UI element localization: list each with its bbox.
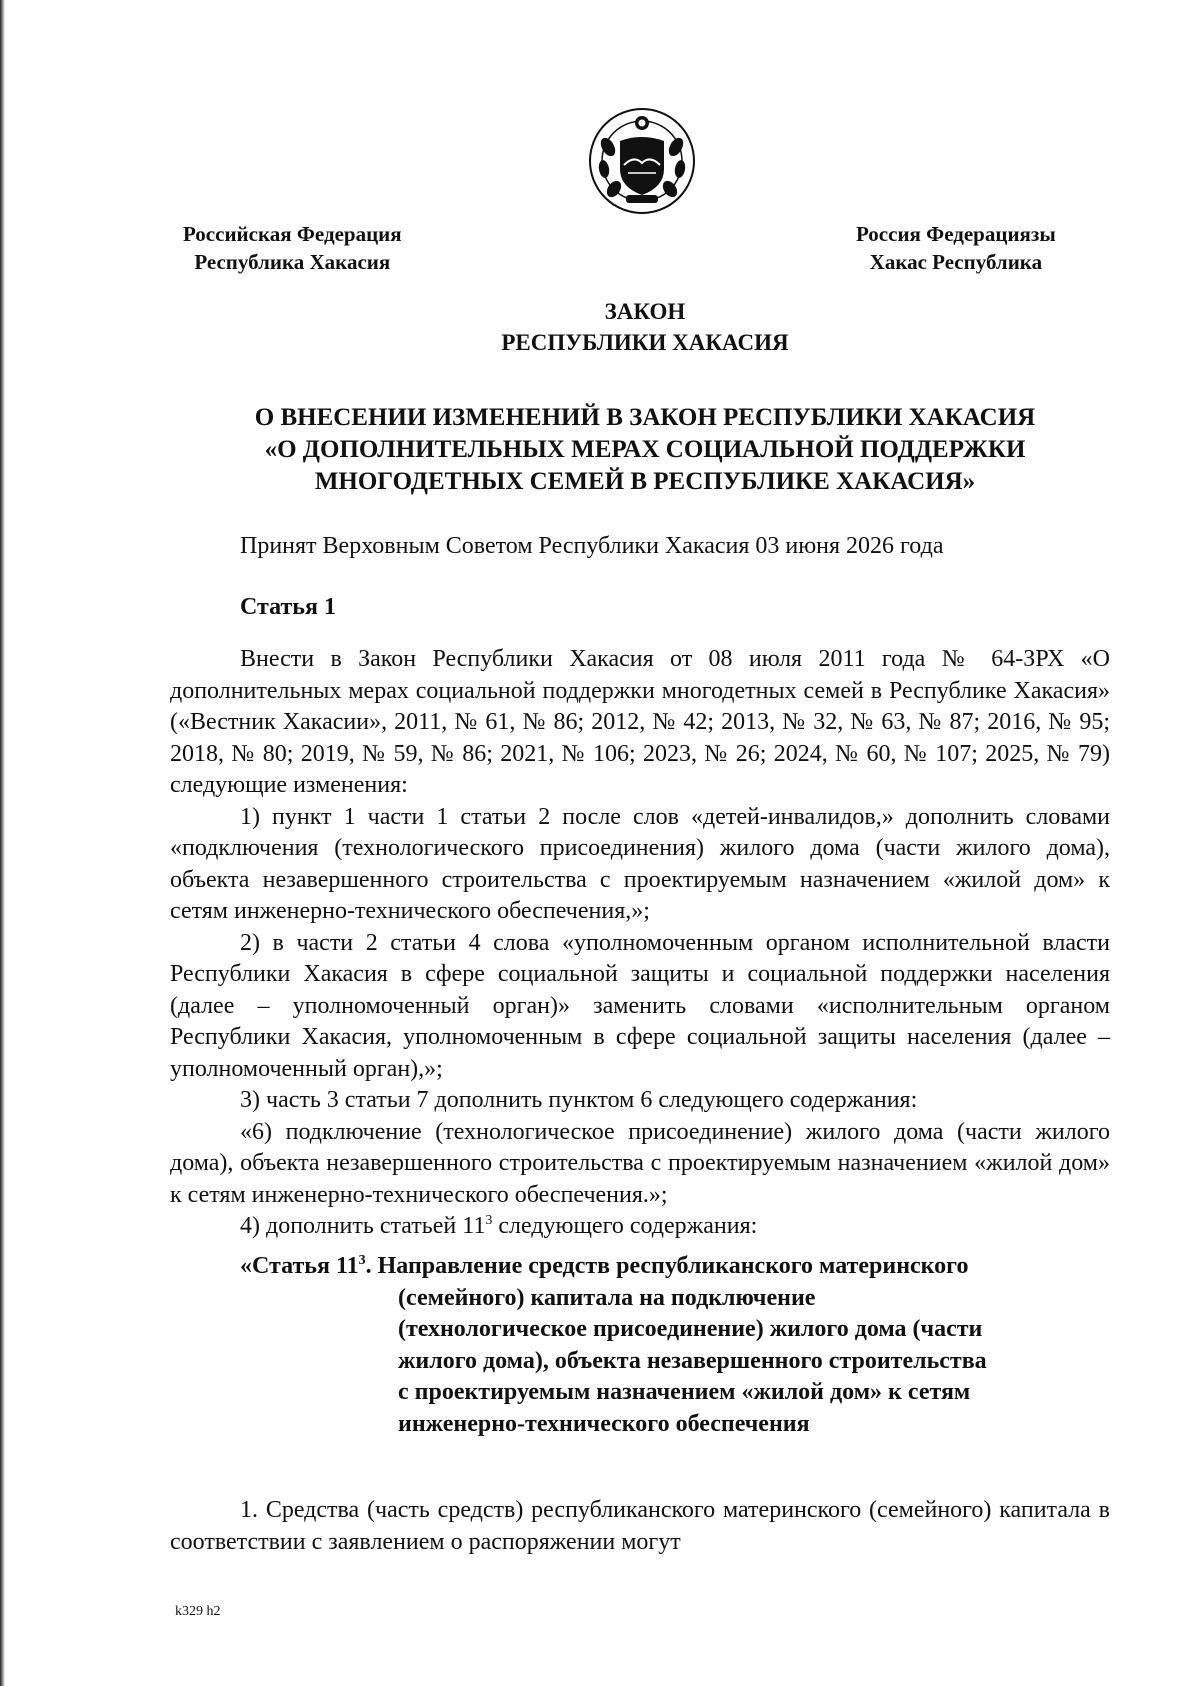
closing-paragraph: 1. Средства (часть средств) республиканского материнского (семейного) капитала в соответствии с заявлением о распоряжении могут <box>170 1497 1110 1555</box>
article11-line2: (семейного) капитала на подключение <box>398 1284 816 1311</box>
article11-line1-rest: . Направление средств республиканского материнского <box>365 1253 969 1279</box>
doc-type-line1: ЗАКОН <box>604 299 686 324</box>
paragraph-4 <box>170 1211 1110 1243</box>
article11-line5: с проектируемым назначением «жилой дом» к сетям <box>398 1379 971 1405</box>
adopted-statement: Принят Верховным Советом Республики Хакасия 03 июня 2026 года <box>240 533 944 559</box>
article11-sup: 3 <box>358 1253 366 1268</box>
article11-line4: жилого дома), объекта незавершенного строительства <box>398 1347 987 1374</box>
paragraph-3-quote: «6) подключение (технологическое присоединение) жилого дома (части жилого дома), объекта незавершенного строительства с проектируемым назначением «жилой дом» к сетям инженерно-технического обеспечения.»; <box>170 1118 1110 1208</box>
law-title-line3: МНОГОДЕТНЫХ СЕМЕЙ В РЕСПУБЛИКЕ ХАКАСИЯ» <box>314 468 976 495</box>
closing-body <box>170 1495 1110 1558</box>
article11-line6: инженерно-технического обеспечения <box>398 1410 810 1437</box>
header-right <box>856 220 1056 276</box>
paragraph-4-prefix: 4) дополнить статьей 11 <box>240 1213 486 1239</box>
law-title <box>160 402 1130 498</box>
law-title-line2: «О ДОПОЛНИТЕЛЬНЫХ МЕРАХ СОЦИАЛЬНОЙ ПОДДЕРЖКИ <box>264 436 1026 463</box>
paragraph-4-sup: 3 <box>485 1213 493 1228</box>
header-left-line2: Республика Хакасия <box>194 250 391 274</box>
paragraph-1: 1) пункт 1 части 1 статьи 2 после слов «детей-инвалидов,» дополнить словами «подключения (технологического присоединения) жилого дома (части жилого дома), объекта незавершенного строительства с проектируемым назначением «жилой дом» к сетям инженерно-технического обеспечения,»; <box>170 803 1110 924</box>
paragraph-intro: Внести в Закон Республики Хакасия от 08 июля 2011 года № 64-ЗРХ «О дополнительных мерах социальной поддержки многодетных семей в Республике Хакасия» («Вестник Хакасии», 2011, № 61, № 86; 2012, № 42; 2013, № 32, № 63, № 87; 2016, № 95; 2018, № 80; 2019, № 59, № 86; 2021, № 106; 2023, № 26; 2024, № 60, № 107; 2025, № 79) следующие изменения: <box>170 646 1110 798</box>
footer-code: k329 h2 <box>175 1604 221 1619</box>
header-right-line2: Хакас Республика <box>869 250 1043 274</box>
article11-prefix: «Статья 11 <box>240 1253 359 1279</box>
paragraph-3: 3) часть 3 статьи 7 дополнить пунктом 6 следующего содержания: <box>240 1087 918 1113</box>
article1-heading: Статья 1 <box>240 594 336 620</box>
law-title-line1: О ВНЕСЕНИИ ИЗМЕНЕНИЙ В ЗАКОН РЕСПУБЛИКИ ХАКАСИЯ <box>254 404 1036 431</box>
coat-of-arms-icon <box>588 107 696 215</box>
header-left <box>183 220 402 276</box>
doc-type-line2: РЕСПУБЛИКИ ХАКАСИЯ <box>501 330 789 355</box>
scan-edge <box>0 0 5 1686</box>
header-right-line1: Россия Федерациязы <box>856 222 1056 246</box>
article11-line1 <box>240 1251 1120 1283</box>
article11-heading <box>240 1251 1120 1440</box>
article1-body <box>170 644 1110 1243</box>
paragraph-2: 2) в части 2 статьи 4 слова «уполномоченным органом исполнительной власти Республики Хакасия в сфере социальной защиты и социальной поддержки населения (далее – уполномоченный орган)» заменить словами «исполнительным органом Республики Хакасия, уполномоченным в сфере социальной защиты населения (далее – уполномоченный орган),»; <box>170 929 1110 1082</box>
article11-line3: (технологическое присоединение) жилого дома (части <box>398 1316 983 1342</box>
header-left-line1: Российская Федерация <box>183 222 402 246</box>
paragraph-4-suffix: следующего содержания: <box>492 1213 758 1239</box>
